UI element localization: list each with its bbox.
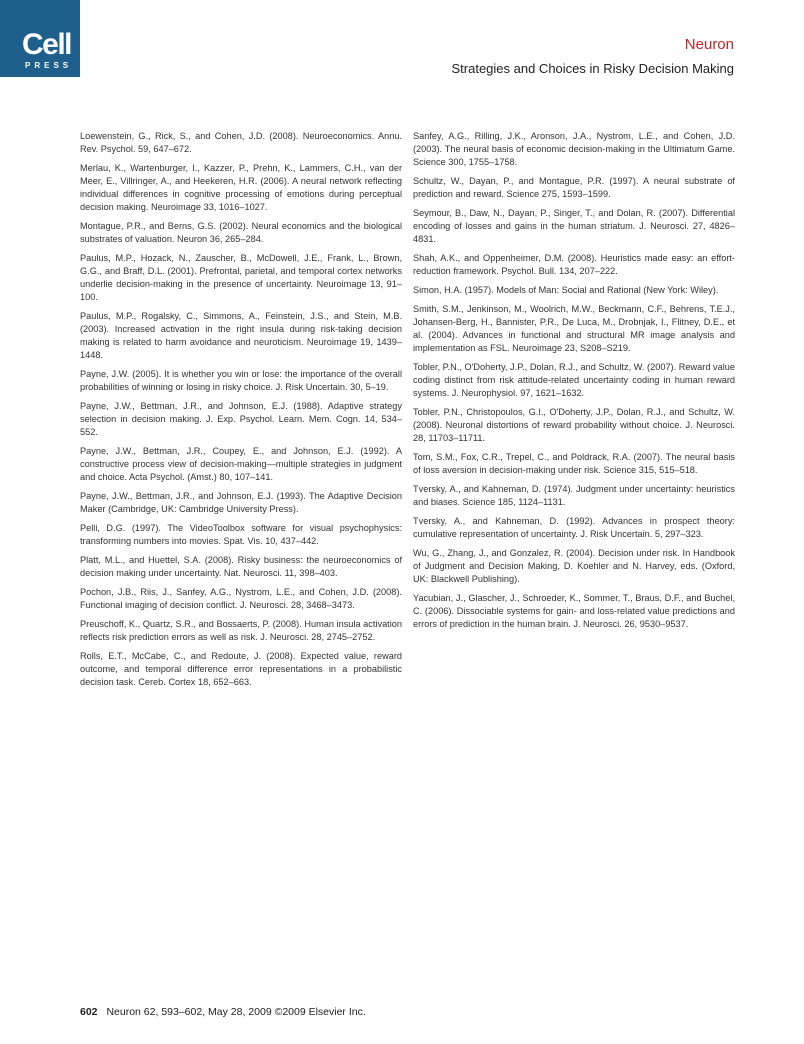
reference-item: Payne, J.W., Bettman, J.R., and Johnson, E.J. (1988). Adaptive strategy selection in decision making. J. Exp. Psychol. Learn. Mem. Cogn. 14, 534–552. xyxy=(80,401,402,437)
logo-subtitle: PRESS xyxy=(25,61,73,70)
running-title: Strategies and Choices in Risky Decision Making xyxy=(451,61,734,76)
footer-citation: Neuron 62, 593–602, May 28, 2009 ©2009 Elsevier Inc. xyxy=(106,1006,366,1018)
reference-item: Paulus, M.P., Rogalsky, C., Simmons, A., Feinstein, J.S., and Stein, M.B. (2003). Increased activation in the right insula during risk-taking decision making is related to harm avoidance and neuroticism. Neuroimage 19, 1439–1448. xyxy=(80,311,402,360)
cell-press-logo xyxy=(0,0,80,77)
reference-item: Payne, J.W., Bettman, J.R., and Johnson, E.J. (1993). The Adaptive Decision Maker (Cambridge, UK: Cambridge University Press). xyxy=(80,491,402,514)
reference-item: Wu, G., Zhang, J., and Gonzalez, R. (2004). Decision under risk. In Handbook of Judgment and Decision Making, D. Koehler and N. Harvey, eds. (Oxford, UK: Blackwell Publishing). xyxy=(413,548,735,584)
reference-item: Tversky, A., and Kahneman, D. (1974). Judgment under uncertainty: heuristics and biases. Science 185, 1124–1131. xyxy=(413,484,735,507)
reference-item: Loewenstein, G., Rick, S., and Cohen, J.D. (2008). Neuroeconomics. Annu. Rev. Psychol. 59, 647–672. xyxy=(80,131,402,154)
reference-item: Pochon, J.B., Riis, J., Sanfey, A.G., Nystrom, L.E., and Cohen, J.D. (2008). Functional imaging of decision conflict. J. Neurosci. 28, 3468–3473. xyxy=(80,587,402,610)
reference-item: Paulus, M.P., Hozack, N., Zauscher, B., McDowell, J.E., Frank, L., Brown, G.G., and Braff, D.L. (2001). Prefrontal, parietal, and temporal cortex networks underlie decision-making in the presence of uncertainty. Neuroimage 13, 91–100. xyxy=(80,253,402,302)
reference-item: Smith, S.M., Jenkinson, M., Woolrich, M.W., Beckmann, C.F., Behrens, T.E.J., Johansen-Berg, H., Bannister, P.R., De Luca, M., Drobnjak, I., Flitney, D.E., et al. (2004). Advances in functional and structural MR image analysis and implementation as FSL. Neuroimage 23, S208–S219. xyxy=(413,304,735,353)
reference-item: Payne, J.W. (2005). It is whether you win or lose: the importance of the overall probabilities of winning or losing in risky choice. J. Risk Uncertain. 30, 5–19. xyxy=(80,369,402,392)
reference-item: Tom, S.M., Fox, C.R., Trepel, C., and Poldrack, R.A. (2007). The neural basis of loss aversion in decision-making under risk. Science 315, 515–518. xyxy=(413,452,735,475)
reference-item: Pelli, D.G. (1997). The VideoToolbox software for visual psychophysics: transforming numbers into movies. Spat. Vis. 10, 437–442. xyxy=(80,523,402,546)
journal-name: Neuron xyxy=(684,36,734,53)
reference-item: Sanfey, A.G., Rilling, J.K., Aronson, J.A., Nystrom, L.E., and Cohen, J.D. (2003). The neural basis of economic decision-making in the Ultimatum Game. Science 300, 1755–1758. xyxy=(413,131,735,167)
reference-item: Shah, A.K., and Oppenheimer, D.M. (2008). Heuristics made easy: an effort-reduction framework. Psychol. Bull. 134, 207–222. xyxy=(413,253,735,276)
page-number: 602 xyxy=(80,1006,98,1018)
reference-item: Tobler, P.N., O'Doherty, J.P., Dolan, R.J., and Schultz, W. (2007). Reward value coding distinct from risk attitude-related uncertainty coding in human reward systems. J. Neurophysiol. 97, 1621–1632. xyxy=(413,362,735,398)
logo-word: Cell xyxy=(22,28,72,61)
reference-item: Simon, H.A. (1957). Models of Man: Social and Rational (New York: Wiley). xyxy=(413,285,719,295)
reference-item: Yacubian, J., Glascher, J., Schroeder, K., Sommer, T., Braus, D.F., and Buchel, C. (2006). Dissociable systems for gain- and loss-related value predictions and errors of prediction in the human brain. J. Neurosci. 26, 9530–9537. xyxy=(413,593,735,629)
reference-item: Schultz, W., Dayan, P., and Montague, P.R. (1997). A neural substrate of prediction and reward. Science 275, 1593–1599. xyxy=(413,176,735,199)
reference-item: Preuschoff, K., Quartz, S.R., and Bossaerts, P. (2008). Human insula activation reflects risk prediction errors as well as risk. J. Neurosci. 28, 2745–2752. xyxy=(80,619,402,642)
references-right-column xyxy=(413,130,735,637)
reference-item: Merlau, K., Wartenburger, I., Kazzer, P., Prehn, K., Lammers, C.H., van der Meer, E., Villringer, A., and Heekeren, H.R. (2006). A neural network reflecting individual differences in cognitive processing of emotions during perceptual decision making. Neuroimage 33, 1016–1027. xyxy=(80,163,402,212)
reference-item: Rolls, E.T., McCabe, C., and Redoute, J. (2008). Expected value, reward outcome, and temporal difference error representations in a probabilistic decision task. Cereb. Cortex 18, 652–663. xyxy=(80,651,402,687)
reference-item: Tversky, A., and Kahneman, D. (1992). Advances in prospect theory: cumulative representation of uncertainty. J. Risk Uncertain. 5, 297–323. xyxy=(413,516,735,539)
reference-item: Platt, M.L., and Huettel, S.A. (2008). Risky business: the neuroeconomics of decision making under uncertainty. Nat. Neurosci. 11, 398–403. xyxy=(80,555,402,578)
reference-item: Seymour, B., Daw, N., Dayan, P., Singer, T., and Dolan, R. (2007). Differential encoding of losses and gains in the human striatum. J. Neurosci. 27, 4826–4831. xyxy=(413,208,735,244)
reference-item: Tobler, P.N., Christopoulos, G.I., O'Doherty, J.P., Dolan, R.J., and Schultz, W. (2008). Neuronal distortions of reward probability without choice. J. Neurosci. 28, 11703–11711. xyxy=(413,407,735,443)
reference-item: Montague, P.R., and Berns, G.S. (2002). Neural economics and the biological substrates of valuation. Neuron 36, 265–284. xyxy=(80,221,402,244)
page-footer xyxy=(80,1006,366,1019)
references-left-column xyxy=(80,130,402,695)
reference-item: Payne, J.W., Bettman, J.R., Coupey, E., and Johnson, E.J. (1992). A constructive process view of decision-making—multiple strategies in judgment and choice. Acta Psychol. (Amst.) 80, 107–141. xyxy=(80,446,402,482)
